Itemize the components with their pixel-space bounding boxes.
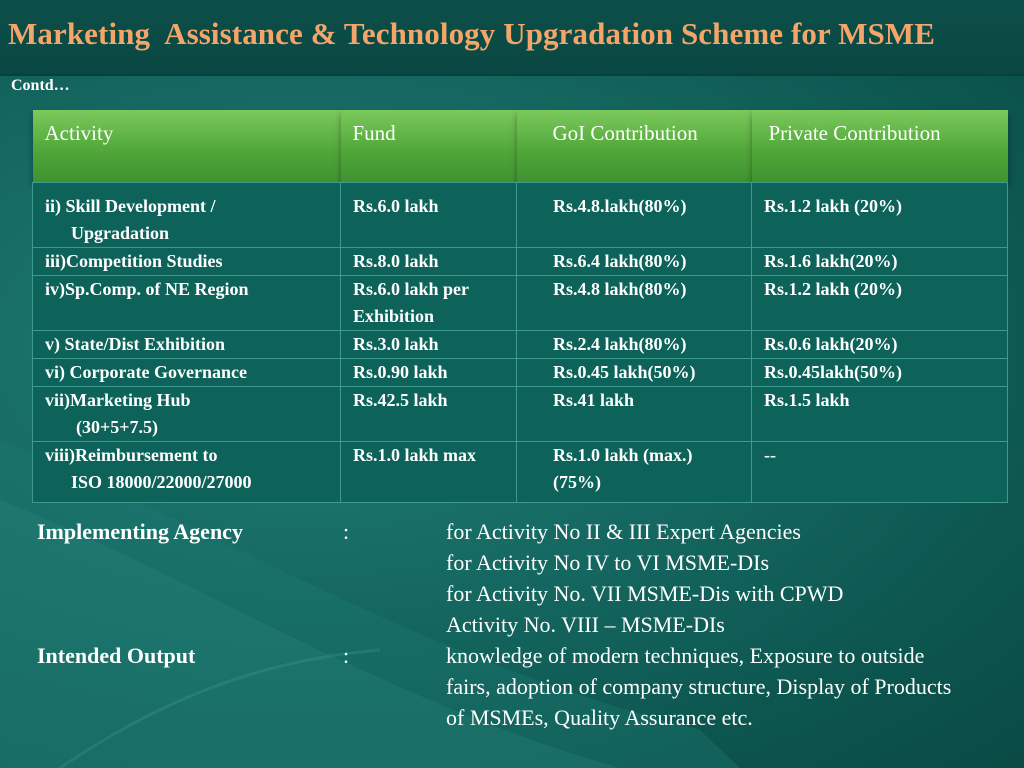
cell-fund: Rs.1.0 lakh max bbox=[341, 442, 517, 503]
cell-private: Rs.1.6 lakh(20%) bbox=[752, 248, 1008, 276]
table-row bbox=[33, 387, 1008, 442]
cell-activity: vi) Corporate Governance bbox=[33, 359, 341, 387]
cell-fund: Rs.0.90 lakh bbox=[341, 359, 517, 387]
cell-private: -- bbox=[752, 442, 1008, 503]
intended-output-label: Intended Output bbox=[37, 643, 196, 668]
title-bar bbox=[0, 0, 1024, 76]
intended-output-text: knowledge of modern techniques, Exposure to outside fairs, adoption of company structure, Display of Products of MSMEs, Quality Assurance etc. bbox=[446, 643, 952, 730]
cell-fund: Rs.42.5 lakh bbox=[341, 387, 517, 442]
header-fund: Fund bbox=[341, 110, 517, 183]
table-row bbox=[33, 248, 1008, 276]
slide-title: Marketing Assistance & Technology Upgradation Scheme for MSME bbox=[8, 16, 936, 51]
cell-goi: Rs.0.45 lakh(50%) bbox=[517, 359, 752, 387]
cell-goi: Rs.41 lakh bbox=[517, 387, 752, 442]
cell-activity bbox=[33, 442, 341, 503]
activity-line2: (30+5+7.5) bbox=[76, 417, 159, 437]
cell-activity bbox=[33, 387, 341, 442]
cell-activity: iii)Competition Studies bbox=[33, 248, 341, 276]
table-row bbox=[33, 442, 1008, 503]
contribution-table bbox=[32, 110, 1007, 503]
header-activity: Activity bbox=[33, 110, 341, 183]
scheme-details bbox=[37, 516, 997, 733]
intended-output-section bbox=[37, 640, 997, 733]
table-header-row bbox=[33, 110, 1008, 183]
activity-line2: ISO 18000/22000/27000 bbox=[71, 472, 252, 492]
cell-goi: Rs.4.8.lakh(80%) bbox=[517, 183, 752, 248]
header-private-contribution: Private Contribution bbox=[752, 110, 1008, 183]
agency-line: for Activity No. VII MSME-Dis with CPWD bbox=[446, 581, 844, 606]
cell-private: Rs.1.2 lakh (20%) bbox=[752, 183, 1008, 248]
agency-line: for Activity No II & III Expert Agencies bbox=[446, 519, 801, 544]
cell-goi: Rs.2.4 lakh(80%) bbox=[517, 331, 752, 359]
implementing-agency-colon: : bbox=[343, 519, 350, 544]
cell-private: Rs.0.6 lakh(20%) bbox=[752, 331, 1008, 359]
activity-line1: vii)Marketing Hub bbox=[45, 390, 191, 410]
table-row bbox=[33, 331, 1008, 359]
cell-fund: Rs.8.0 lakh bbox=[341, 248, 517, 276]
header-goi-contribution: GoI Contribution bbox=[517, 110, 752, 183]
implementing-agency-label: Implementing Agency bbox=[37, 519, 243, 544]
slide-subtitle: Contd… bbox=[11, 77, 70, 94]
cell-private: Rs.0.45lakh(50%) bbox=[752, 359, 1008, 387]
intended-output-colon: : bbox=[343, 643, 350, 668]
cell-goi: Rs.4.8 lakh(80%) bbox=[517, 276, 752, 331]
table-row bbox=[33, 276, 1008, 331]
cell-goi: Rs.6.4 lakh(80%) bbox=[517, 248, 752, 276]
cell-private: Rs.1.5 lakh bbox=[752, 387, 1008, 442]
activity-line2: Upgradation bbox=[71, 223, 170, 243]
cell-goi: Rs.1.0 lakh (max.)(75%) bbox=[517, 442, 752, 503]
activity-line1: viii)Reimbursement to bbox=[45, 445, 218, 465]
cell-activity: iv)Sp.Comp. of NE Region bbox=[33, 276, 341, 331]
table-row bbox=[33, 183, 1008, 248]
cell-fund: Rs.6.0 lakh bbox=[341, 183, 517, 248]
cell-fund: Rs.3.0 lakh bbox=[341, 331, 517, 359]
cell-fund: Rs.6.0 lakh per Exhibition bbox=[341, 276, 517, 331]
table-row bbox=[33, 359, 1008, 387]
activity-line1: ii) Skill Development / bbox=[45, 196, 216, 216]
cell-activity bbox=[33, 183, 341, 248]
implementing-agency-lines bbox=[446, 516, 966, 640]
agency-line: for Activity No IV to VI MSME-DIs bbox=[446, 550, 770, 575]
implementing-agency-section bbox=[37, 516, 997, 640]
agency-line: Activity No. VIII – MSME-DIs bbox=[446, 612, 725, 637]
cell-activity: v) State/Dist Exhibition bbox=[33, 331, 341, 359]
cell-private: Rs.1.2 lakh (20%) bbox=[752, 276, 1008, 331]
